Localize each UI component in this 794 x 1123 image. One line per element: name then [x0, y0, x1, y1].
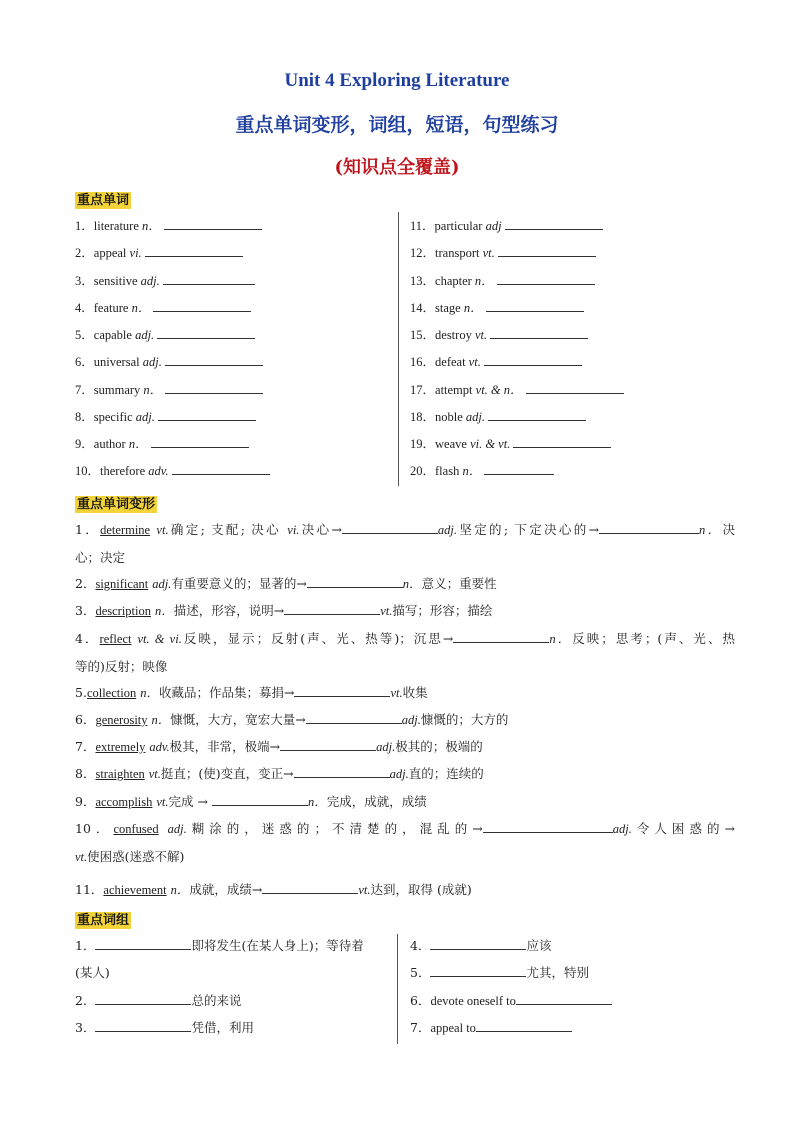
word-form-item	[75, 516, 735, 571]
item-number: 9．	[75, 437, 94, 451]
part-of-speech: adj	[485, 219, 502, 233]
item-word: attempt	[435, 383, 473, 397]
part-of-speech: n．	[699, 523, 723, 537]
item-word: literature	[93, 219, 139, 233]
phrase-line	[410, 959, 730, 986]
answer-blank[interactable]	[262, 879, 358, 894]
definition: 决	[722, 522, 735, 537]
item-word: destroy	[435, 328, 472, 342]
item-word: feature	[93, 301, 129, 315]
word-form-item	[75, 788, 735, 816]
definition: 意义；重要性	[421, 576, 497, 591]
word-form-line	[75, 760, 735, 788]
vocab-item	[75, 461, 270, 480]
word-form-continuation	[75, 653, 735, 680]
part-of-speech: n．	[474, 274, 494, 288]
answer-blank[interactable]	[484, 461, 554, 475]
vocab-item	[75, 352, 263, 371]
phrase-item	[410, 959, 730, 986]
item-number: 11．	[410, 219, 435, 233]
item-number: 8．	[75, 410, 94, 424]
word-form-item	[75, 597, 735, 625]
definition: 决心→	[299, 522, 342, 537]
vocab-item	[75, 243, 243, 262]
word-form-item	[75, 815, 735, 871]
answer-blank[interactable]	[513, 434, 611, 448]
item-number: 4．	[75, 631, 100, 646]
column-divider	[397, 934, 398, 1044]
word-form-item	[75, 760, 735, 788]
word-form-item	[75, 570, 735, 598]
definition: 等的)反射；映像	[75, 659, 168, 674]
word-form-item	[75, 625, 735, 680]
part-of-speech: vi.	[129, 246, 142, 260]
definition: 极其的；极端的	[395, 739, 483, 754]
vocab-item	[75, 216, 262, 235]
item-number: 5．	[75, 328, 94, 342]
phrase-meaning: 应该	[526, 938, 552, 953]
definition: 成就，成绩→	[189, 882, 263, 897]
phrase-line	[75, 932, 385, 959]
definition: 反映，显示；反射(声、光、热等)；沉思→	[181, 631, 454, 646]
vocab-item	[410, 461, 554, 480]
column-divider	[398, 212, 399, 486]
item-number: 16．	[410, 355, 436, 369]
item-number: 12．	[410, 246, 436, 260]
target-word: significant	[95, 577, 149, 591]
answer-blank[interactable]	[165, 380, 263, 394]
target-word: accomplish	[95, 795, 153, 809]
definition: 极其，非常，极端→	[169, 739, 281, 754]
item-word: author	[93, 437, 126, 451]
vocab-item	[75, 325, 255, 344]
part-of-speech: n．	[463, 301, 483, 315]
word-form-item	[75, 679, 735, 707]
part-of-speech: n．	[154, 604, 174, 618]
section-label-phrases: 重点词组	[77, 913, 130, 928]
item-number: 13．	[410, 274, 436, 288]
target-word: determine	[100, 523, 151, 537]
part-of-speech: adj.	[376, 740, 396, 754]
item-word: noble	[435, 410, 463, 424]
item-number: 2．	[75, 576, 96, 591]
item-word: particular	[434, 219, 483, 233]
target-word: extremely	[95, 740, 146, 754]
part-of-speech: n．	[140, 686, 159, 700]
word-form-continuation	[75, 544, 735, 571]
answer-blank[interactable]	[306, 709, 402, 724]
answer-blank[interactable]	[526, 380, 624, 394]
answer-blank[interactable]	[151, 434, 249, 448]
part-of-speech: adj.	[152, 577, 172, 591]
item-number: 2．	[75, 246, 94, 260]
part-of-speech: n．	[131, 301, 151, 315]
part-of-speech: adj.	[465, 410, 486, 424]
part-of-speech: n．	[402, 577, 422, 591]
definition: 完成 →	[168, 794, 212, 809]
answer-blank[interactable]	[164, 216, 262, 230]
part-of-speech: vt.	[468, 355, 481, 369]
target-word: straighten	[95, 767, 145, 781]
item-number: 1．	[75, 938, 96, 953]
word-form-line	[75, 570, 735, 598]
definition: 使困惑(迷惑不解)	[87, 849, 185, 864]
answer-blank[interactable]	[342, 519, 438, 534]
answer-blank[interactable]	[488, 407, 586, 421]
answer-blank[interactable]	[516, 990, 612, 1005]
word-form-line	[75, 625, 735, 653]
definition: 慷慨的；大方的	[420, 712, 509, 727]
phrase-item	[410, 987, 730, 1015]
answer-blank[interactable]	[157, 325, 255, 339]
part-of-speech: adj.	[167, 822, 187, 836]
answer-blank[interactable]	[430, 962, 526, 977]
item-number: 10．	[75, 821, 114, 836]
vocab-item	[410, 298, 584, 317]
phrase-line	[410, 932, 730, 959]
word-form-line	[75, 788, 735, 816]
phrase-meaning: 凭借，利用	[191, 1020, 254, 1035]
item-number: 11．	[75, 882, 104, 897]
vocab-item	[410, 352, 582, 371]
phrase-meaning: 总的来说	[191, 993, 242, 1008]
item-number: 6．	[410, 993, 431, 1008]
part-of-speech: vt. & vi.	[137, 632, 182, 646]
part-of-speech: n．	[307, 795, 327, 809]
target-word: collection	[86, 686, 137, 700]
item-number: 4．	[410, 938, 431, 953]
answer-blank[interactable]	[490, 325, 588, 339]
item-word: specific	[93, 410, 133, 424]
vocab-item	[410, 407, 586, 426]
vocab-item	[75, 298, 251, 317]
item-word: summary	[93, 383, 141, 397]
part-of-speech: vt.	[148, 767, 161, 781]
word-form-item	[75, 706, 735, 734]
target-word: generosity	[95, 713, 148, 727]
answer-blank[interactable]	[158, 407, 256, 421]
item-number: 15．	[410, 328, 436, 342]
part-of-speech: vi. & vt.	[470, 437, 511, 451]
answer-blank[interactable]	[95, 935, 191, 950]
answer-blank[interactable]	[294, 682, 390, 697]
part-of-speech: vt.	[156, 795, 169, 809]
target-word: reflect	[99, 632, 132, 646]
vocab-item	[410, 434, 611, 453]
part-of-speech: adj.	[142, 355, 162, 369]
phrase-item	[410, 932, 730, 959]
phrase-item	[75, 987, 385, 1014]
answer-blank[interactable]	[486, 298, 584, 312]
item-word: weave	[435, 437, 467, 451]
item-number: 1．	[75, 522, 101, 537]
item-word: capable	[93, 328, 132, 342]
part-of-speech: vt.	[474, 328, 488, 342]
target-word: description	[95, 604, 151, 618]
item-number: 9．	[75, 794, 96, 809]
item-number: 3．	[75, 274, 94, 288]
definition: 直的；连续的	[408, 766, 484, 781]
part-of-speech: vt. & n．	[475, 383, 523, 397]
item-word: therefore	[100, 464, 146, 478]
part-of-speech: adj.	[135, 410, 155, 424]
item-word: defeat	[435, 355, 466, 369]
phrase-line	[410, 987, 730, 1015]
answer-blank[interactable]	[453, 628, 549, 643]
part-of-speech: n．	[151, 713, 171, 727]
answer-blank[interactable]	[95, 990, 191, 1005]
vocab-item	[410, 216, 603, 235]
target-word: confused	[113, 822, 159, 836]
answer-blank[interactable]	[172, 461, 270, 475]
part-of-speech: n．	[549, 632, 573, 646]
definition: 有重要意义的；显著的→	[171, 576, 307, 591]
item-number: 5.	[75, 685, 87, 700]
answer-blank[interactable]	[484, 352, 582, 366]
item-number: 10．	[75, 464, 101, 478]
part-of-speech: adj.	[612, 822, 632, 836]
vocab-item	[75, 434, 249, 453]
page-title: Unit 4 Exploring Literature	[284, 70, 510, 91]
item-number: 19．	[410, 437, 436, 451]
item-number: 17．	[410, 383, 436, 397]
vocab-item	[410, 325, 588, 344]
answer-blank[interactable]	[307, 573, 403, 588]
answer-blank[interactable]	[165, 352, 263, 366]
definition: 达到，取得 (成就)	[370, 882, 472, 897]
phrase-continuation: (某人)	[75, 965, 110, 980]
vocab-item	[410, 271, 595, 290]
word-form-line	[75, 516, 735, 544]
answer-blank[interactable]	[95, 1017, 191, 1032]
vocab-item	[75, 407, 256, 426]
phrase-item	[75, 932, 385, 986]
item-number: 18．	[410, 410, 436, 424]
part-of-speech: adj.	[401, 713, 421, 727]
part-of-speech: vt.	[156, 523, 169, 537]
part-of-speech: adv.	[149, 740, 170, 754]
phrase-item	[75, 1014, 385, 1041]
answer-blank[interactable]	[153, 298, 251, 312]
part-of-speech: n．	[128, 437, 148, 451]
target-word: achievement	[103, 883, 167, 897]
item-number: 14．	[410, 301, 436, 315]
word-form-line	[75, 706, 735, 734]
item-number: 6．	[75, 355, 94, 369]
item-number: 7．	[410, 1020, 431, 1035]
phrase-meaning: 尤其，特别	[526, 965, 589, 980]
item-word: appeal	[93, 246, 127, 260]
item-number: 3．	[75, 603, 96, 618]
definition: 反映；思考；(声、光、热	[572, 631, 735, 646]
definition: 心；决定	[75, 550, 126, 565]
definition: 糊涂的，迷惑的；不清楚的，混乱的→	[186, 821, 483, 836]
answer-blank[interactable]	[284, 600, 380, 615]
item-word: universal	[93, 355, 140, 369]
answer-blank[interactable]	[163, 271, 255, 285]
item-word: stage	[435, 301, 461, 315]
answer-blank[interactable]	[280, 736, 376, 751]
vocab-item	[75, 271, 255, 290]
item-number: 2．	[75, 993, 96, 1008]
item-number: 4．	[75, 301, 94, 315]
phrase-line	[410, 1014, 730, 1042]
item-number: 7．	[75, 383, 94, 397]
word-form-line	[75, 876, 735, 904]
phrase-line	[75, 987, 385, 1014]
word-form-continuation	[75, 843, 735, 871]
item-number: 3．	[75, 1020, 96, 1035]
definition: 挺直；(使)变直，变正→	[160, 766, 294, 781]
item-number: 6．	[75, 712, 96, 727]
phrase-line	[75, 1014, 385, 1041]
part-of-speech: vt.	[358, 883, 371, 897]
definition: 慷慨，大方，宽宏大量→	[170, 712, 306, 727]
definition: 完成，成就，成绩	[326, 794, 427, 809]
page-subtitle-chinese: 重点单词变形，词组，短语，句型练习	[235, 114, 559, 136]
definition: 描述，形容，说明→	[173, 603, 285, 618]
vocab-item	[75, 380, 263, 399]
answer-blank[interactable]	[498, 243, 596, 257]
part-of-speech: n．	[143, 383, 163, 397]
section-label-key-words: 重点单词	[77, 193, 130, 208]
item-number: 7．	[75, 739, 96, 754]
definition: 坚定的; 下定决心的→	[457, 522, 600, 537]
coverage-note: (知识点全覆盖)	[334, 157, 460, 178]
part-of-speech: adj.	[389, 767, 409, 781]
vocab-item	[410, 243, 596, 262]
part-of-speech: n．	[142, 219, 161, 233]
item-word: flash	[435, 464, 460, 478]
definition: 描写；形容；描绘	[392, 603, 493, 618]
definition: 令人困惑的→	[631, 821, 735, 836]
phrase-text: appeal to	[430, 1021, 476, 1035]
part-of-speech: vt.	[75, 850, 88, 864]
part-of-speech: adj.	[437, 523, 458, 537]
item-word: transport	[435, 246, 480, 260]
phrase-item	[410, 1014, 730, 1042]
answer-blank[interactable]	[483, 818, 613, 833]
answer-blank[interactable]	[497, 271, 595, 285]
answer-blank[interactable]	[476, 1017, 572, 1032]
part-of-speech: vt.	[380, 604, 393, 618]
part-of-speech: n．	[170, 883, 190, 897]
part-of-speech: vt.	[390, 686, 403, 700]
phrase-text: devote oneself to	[430, 994, 516, 1008]
word-form-item	[75, 876, 735, 904]
item-word: chapter	[435, 274, 472, 288]
answer-blank[interactable]	[505, 216, 603, 230]
vocab-item	[410, 380, 624, 399]
part-of-speech: adj.	[140, 274, 160, 288]
part-of-speech: adj.	[135, 328, 155, 342]
word-form-line	[75, 679, 735, 707]
word-form-line	[75, 815, 735, 843]
section-label-word-forms: 重点单词变形	[77, 497, 156, 512]
answer-blank[interactable]	[145, 243, 243, 257]
part-of-speech: vi.	[287, 523, 300, 537]
answer-blank[interactable]	[430, 935, 526, 950]
item-word: sensitive	[93, 274, 138, 288]
item-number: 5．	[410, 965, 431, 980]
part-of-speech: vt.	[482, 246, 495, 260]
item-number: 1．	[75, 219, 94, 233]
phrase-meaning: 即将发生(在某人身上)；等待着	[191, 938, 364, 953]
definition: 确定; 支配; 决心	[168, 522, 288, 537]
part-of-speech: n．	[462, 464, 482, 478]
word-form-item	[75, 733, 735, 761]
answer-blank[interactable]	[599, 519, 699, 534]
definition: 收藏品；作品集；募捐→	[158, 685, 295, 700]
item-number: 8．	[75, 766, 96, 781]
answer-blank[interactable]	[294, 763, 390, 778]
definition: 收集	[402, 685, 428, 700]
word-form-line	[75, 733, 735, 761]
answer-blank[interactable]	[212, 791, 308, 806]
item-number: 20．	[410, 464, 436, 478]
part-of-speech: adv.	[148, 464, 169, 478]
word-form-line	[75, 597, 735, 625]
